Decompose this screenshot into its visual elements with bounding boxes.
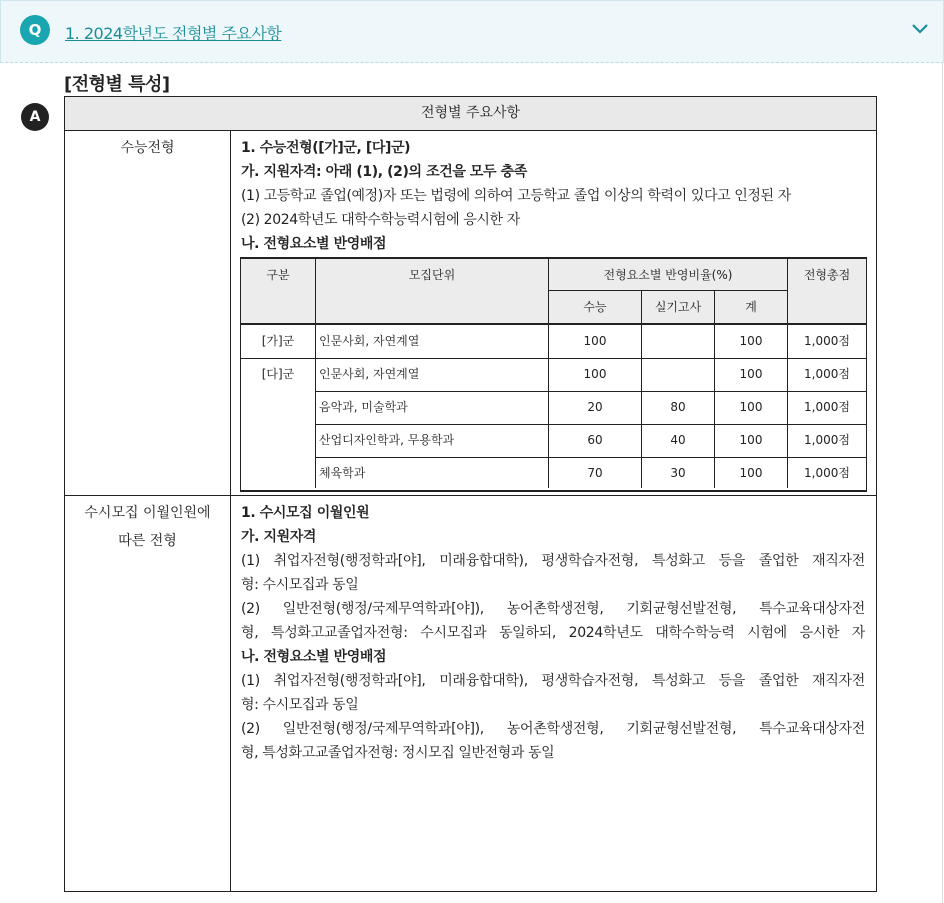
row-label: 수시모집 이월인원에: [84, 505, 211, 521]
question-title-link[interactable]: 1. 2024학년도 전형별 주요사항: [65, 24, 282, 43]
row-content-susi-carryover: [231, 496, 875, 891]
header-practical: 실기고사: [654, 300, 702, 314]
cell-total: 1,000점: [804, 400, 850, 414]
section-title: [전형별 특성]: [64, 74, 170, 95]
cell-group: [가]군: [261, 334, 295, 348]
content-line: 나. 전형요소별 반영배점: [241, 649, 387, 665]
row-label: 수능전형: [120, 140, 175, 156]
content-line: 형: 수시모집과 동일: [241, 577, 359, 593]
content-line: (1) 취업자전형(행정학과[야], 미래융합대학), 평생학습자전형, 특성화고 등을 졸업한 재직자전: [241, 553, 865, 569]
cell-practical: 30: [670, 466, 686, 480]
content-line: 형, 특성화고교졸업자전형: 정시모집 일반전형과 동일: [241, 745, 555, 761]
score-subtable: [240, 257, 867, 492]
cell-sum: 100: [739, 433, 763, 447]
header-group: 구분: [266, 268, 290, 282]
cell-unit: 산업디자인학과, 무용학과: [319, 433, 455, 447]
cell-practical: 40: [670, 433, 686, 447]
cell-total: 1,000점: [804, 433, 850, 447]
question-badge: Q: [20, 15, 50, 45]
content-line: (2) 일반전형(행정/국제무역학과[야]), 농어촌학생전형, 기회균형선발전형, 특수교육대상자전: [241, 601, 865, 617]
row-label: 따른 전형: [118, 533, 177, 549]
header-sum: 계: [745, 300, 757, 314]
cell-unit: 음악과, 미술학과: [319, 400, 408, 414]
cell-total: 1,000점: [804, 466, 850, 480]
content-line: 형: 수시모집과 동일: [241, 697, 359, 713]
content-line: 1. 수능전형([가]군, [다]군): [241, 140, 411, 156]
panel-border: [942, 62, 943, 903]
cell-unit: 체육학과: [319, 466, 366, 480]
answer-badge: A: [21, 103, 49, 131]
content-line: (1) 취업자전형(행정학과[야], 미래융합대학), 평생학습자전형, 특성화고 등을 졸업한 재직자전: [241, 673, 865, 689]
header-unit: 모집단위: [408, 268, 456, 282]
cell-sum: 100: [739, 367, 763, 381]
cell-practical: 80: [670, 400, 686, 414]
header-ratio: 전형요소별 반영비율(%): [603, 268, 733, 282]
cell-suneung: 60: [587, 433, 603, 447]
content-line: 가. 지원자격: 아래 (1), (2)의 조건을 모두 충족: [241, 164, 527, 180]
content-line: (1) 고등학교 졸업(예정)자 또는 법령에 의하여 고등학교 졸업 이상의 학력이 있다고 인정된 자: [241, 188, 791, 204]
cell-unit: 인문사회, 자연계열: [319, 367, 420, 381]
question-header[interactable]: [0, 0, 944, 63]
cell-sum: 100: [739, 400, 763, 414]
table-header: 전형별 주요사항: [65, 97, 876, 131]
cell-total: 1,000점: [804, 334, 850, 348]
cell-sum: 100: [739, 466, 763, 480]
content-line: (2) 2024학년도 대학수학능력시험에 응시한 자: [241, 212, 520, 228]
cell-total: 1,000점: [804, 367, 850, 381]
cell-group: [다]군: [261, 367, 295, 381]
cell-suneung: 70: [587, 466, 603, 480]
header-suneung: 수능: [583, 300, 607, 314]
content-line: 나. 전형요소별 반영배점: [241, 236, 387, 252]
content-line: (2) 일반전형(행정/국제무역학과[야]), 농어촌학생전형, 기회균형선발전형, 특수교육대상자전: [241, 721, 865, 737]
row-label-suneung: [65, 131, 231, 495]
content-line: 형, 특성화고교졸업자전형: 수시모집과 동일하되, 2024학년도 대학수학능력 시험에 응시한 자: [241, 625, 865, 641]
cell-suneung: 20: [587, 400, 603, 414]
cell-suneung: 100: [583, 367, 607, 381]
row-label-susi-carryover: [65, 496, 231, 891]
content-line: 가. 지원자격: [241, 529, 317, 545]
chevron-down-icon[interactable]: [911, 23, 929, 35]
content-line: 1. 수시모집 이월인원: [241, 505, 370, 521]
cell-unit: 인문사회, 자연계열: [319, 334, 420, 348]
cell-sum: 100: [739, 334, 763, 348]
header-total: 전형총점: [803, 268, 851, 282]
grid-line: [549, 290, 787, 291]
cell-suneung: 100: [583, 334, 607, 348]
admission-table: [64, 96, 877, 892]
grid-line: [315, 259, 316, 488]
